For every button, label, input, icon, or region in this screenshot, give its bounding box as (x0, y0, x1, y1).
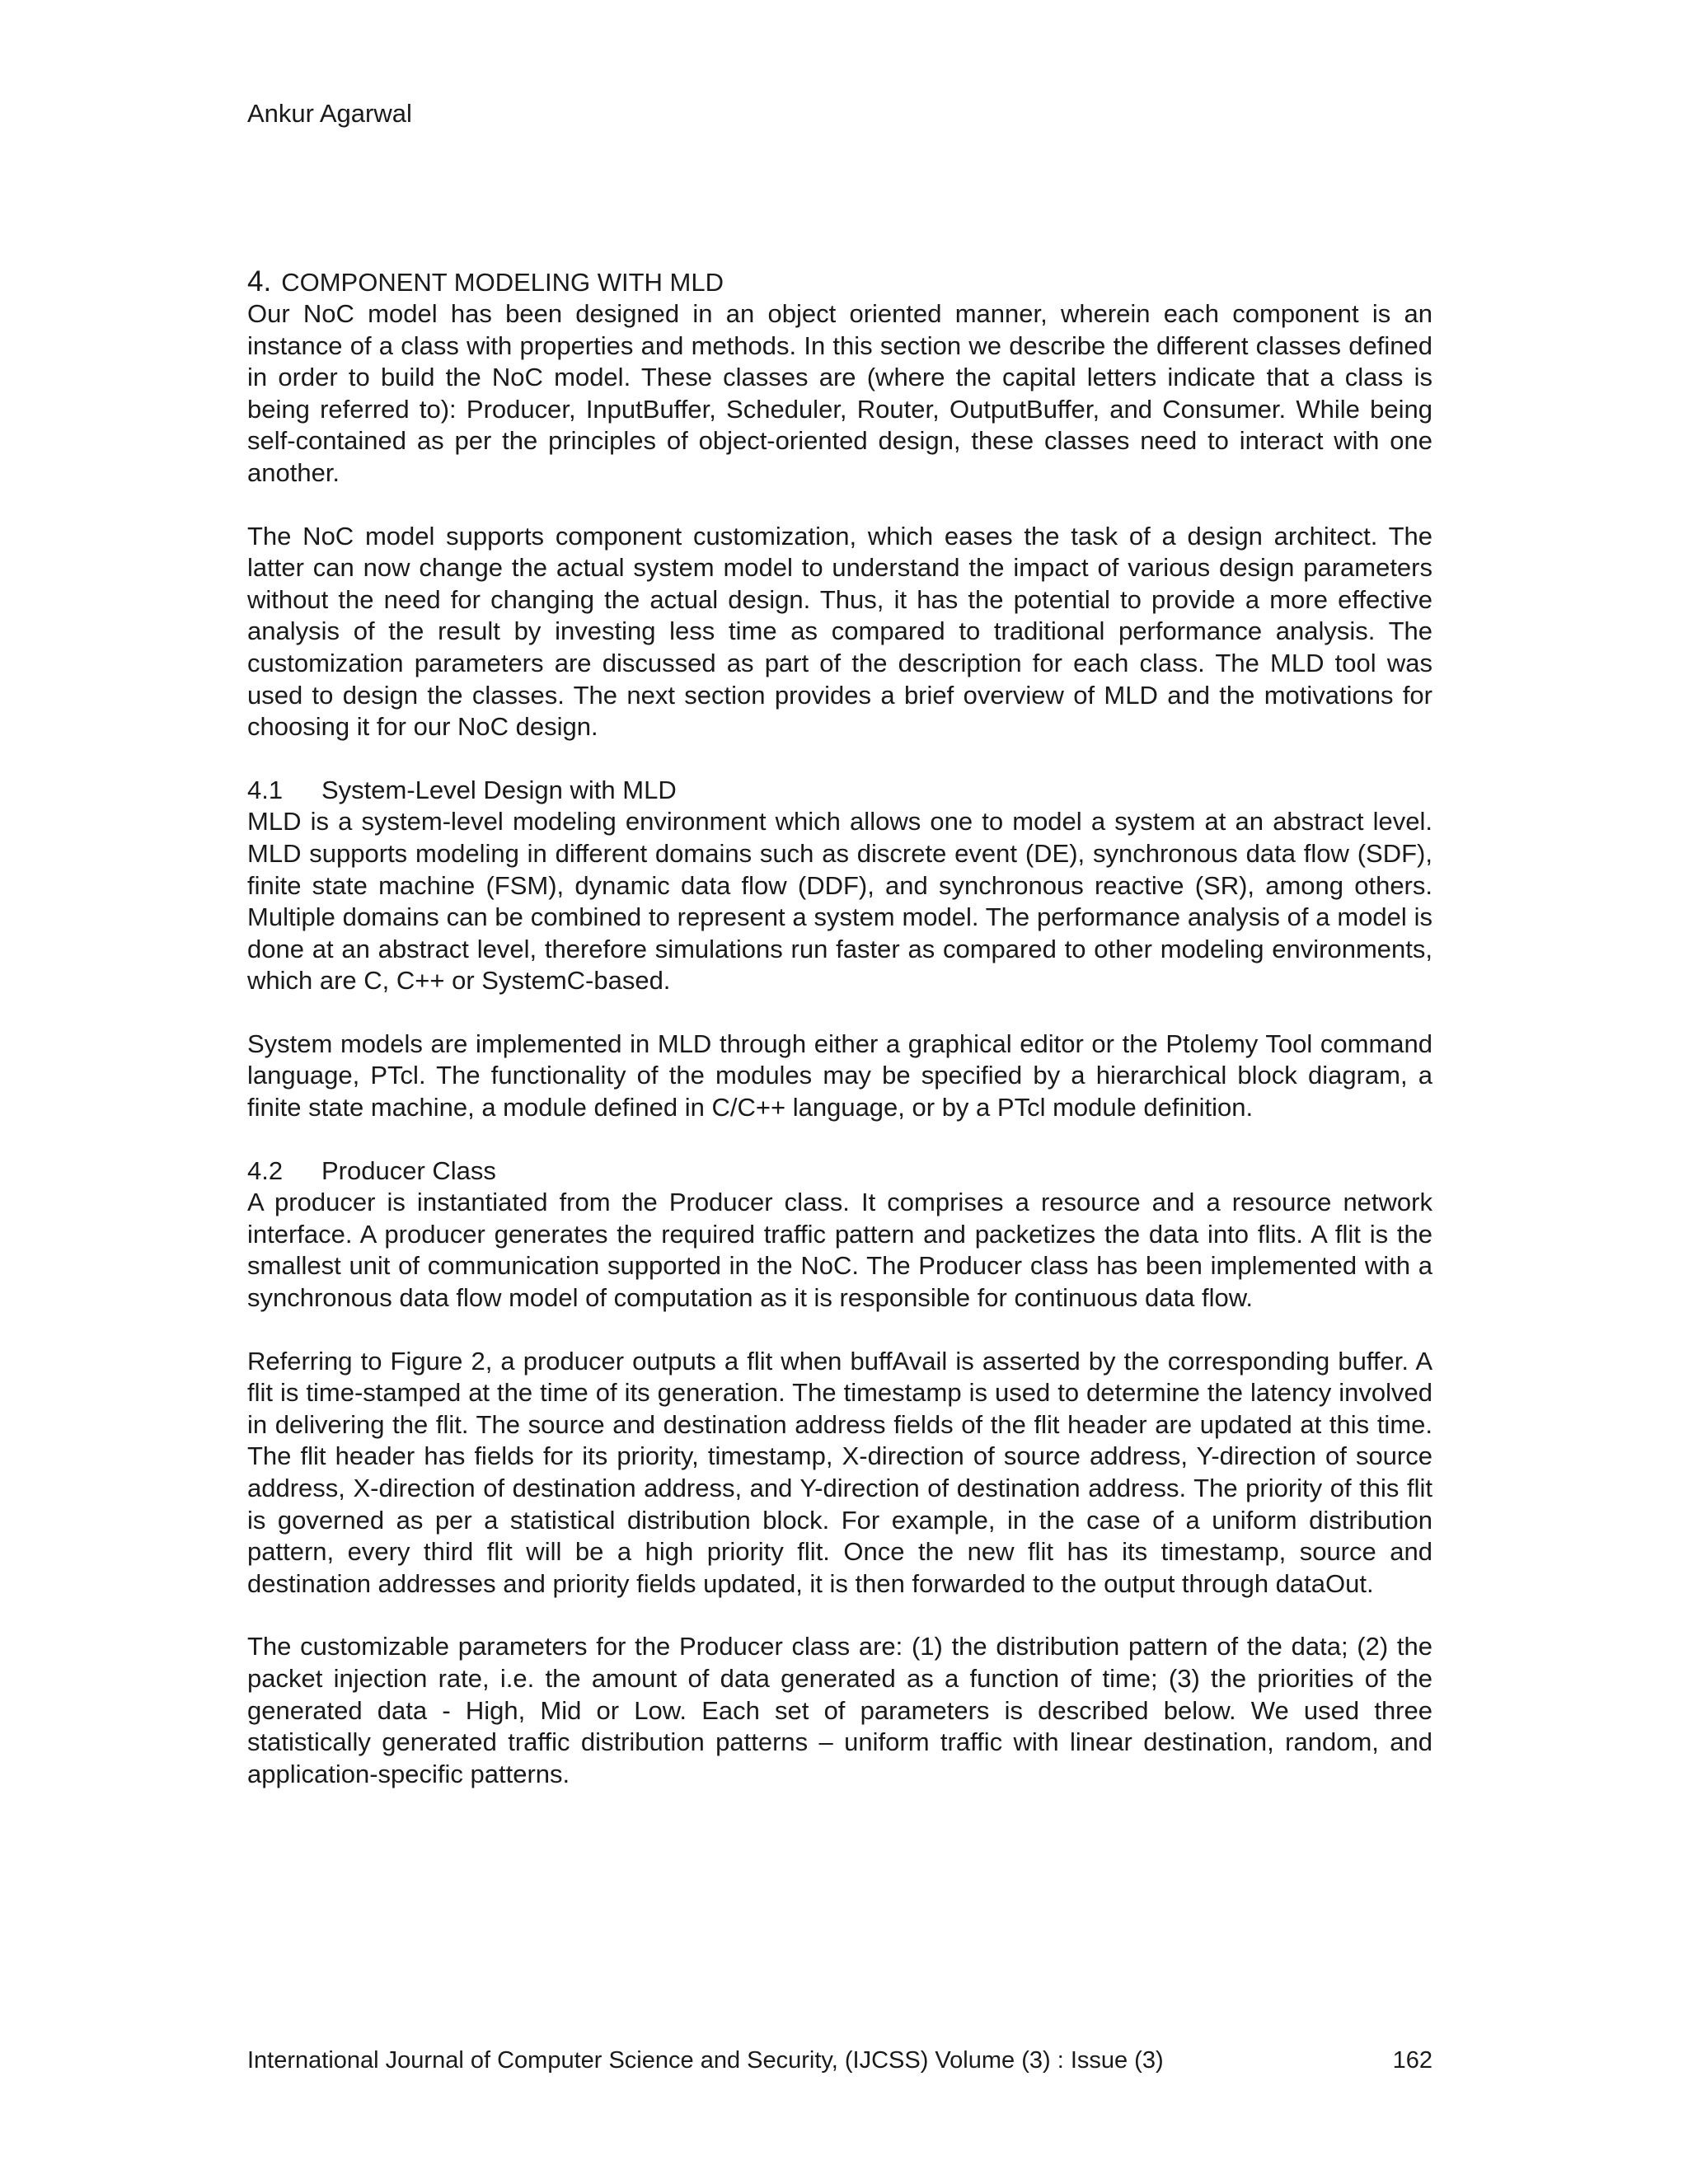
section-4-2-paragraph-2: Referring to Figure 2, a producer outputs a flit when buffAvail is asserted by the corresponding buffer. A flit is time-stamped at the time of its generation. The timestamp is used to determine the latency involved in delivering the flit. The source and destination address fields of the flit header are updated at this time. The flit header has fields for its priority, timestamp, X-direction of source address, Y-direction of source address, X-direction of destination address, and Y-direction of destination address. The priority of this flit is governed as per a statistical distribution block. For example, in the case of a uniform distribution pattern, every third flit will be a high priority flit. Once the new flit has its timestamp, source and destination addresses and priority fields updated, it is then forwarded to the output through dataOut. (247, 1346, 1432, 1598)
footer-page-number: 162 (1392, 2047, 1432, 2074)
section-4-1-paragraph-1: MLD is a system-level modeling environment which allows one to model a system at an abstract level. MLD supports modeling in different domains such as discrete event (DE), synchronous data flow (SDF), finite state machine (FSM), dynamic data flow (DDF), and synchronous reactive (SR), among others. Multiple domains can be combined to represent a system model. The performance analysis of a model is done at an abstract level, therefore simulations run faster as compared to other modeling environments, which are C, C++ or SystemC-based. (247, 807, 1432, 996)
section-4-number: 4. (247, 265, 272, 298)
section-4-2-paragraph-1: A producer is instantiated from the Producer class. It comprises a resource and a resource network interface. A producer generates the required traffic pattern and packetizes the data into flits. A flit is the smallest unit of communication supported in the NoC. The Producer class has been implemented with a synchronous data flow model of computation as it is responsible for continuous data flow. (247, 1188, 1432, 1313)
section-4-heading (247, 265, 1432, 298)
section-4-1-paragraph-2: System models are implemented in MLD through either a graphical editor or the Ptolemy Tool command language, PTcl. The functionality of the modules may be specified by a hierarchical block diagram, a finite state machine, a module defined in C/C++ language, or by a PTcl module definition. (247, 1029, 1432, 1122)
page-footer (247, 2045, 1432, 2076)
section-4-1-heading (247, 775, 1432, 807)
section-4-paragraph-2: The NoC model supports component customization, which eases the task of a design architect. The latter can now change the actual system model to understand the impact of various design parameters without the need for changing the actual design. Thus, it has the potential to provide a more effective analysis of the result by investing less time as compared to traditional performance analysis. The customization parameters are discussed as part of the description for each class. The MLD tool was used to design the classes. The next section provides a brief overview of MLD and the motivations for choosing it for our NoC design. (247, 521, 1432, 742)
section-4-1-number: 4.1 (247, 775, 284, 804)
section-4-title: COMPONENT MODELING WITH MLD (281, 268, 724, 297)
page-content (247, 265, 1432, 1790)
section-4-2-paragraph-3: The customizable parameters for the Producer class are: (1) the distribution pattern of the data; (2) the packet injection rate, i.e. the amount of data generated as a function of time; (3) the priorities of the generated data - High, Mid or Low. Each set of parameters is described below. We used three statistically generated traffic distribution patterns – uniform traffic with linear destination, random, and application-specific patterns. (247, 1632, 1432, 1788)
section-4-2-heading (247, 1155, 1432, 1188)
section-4-2-number: 4.2 (247, 1155, 284, 1185)
section-4-paragraph-1: Our NoC model has been designed in an object oriented manner, wherein each component is an instance of a class with properties and methods. In this section we describe the different classes defined in order to build the NoC model. These classes are (where the capital letters indicate that a class is being referred to): Producer, InputBuffer, Scheduler, Router, OutputBuffer, and Consumer. While being self-contained as per the principles of object-oriented design, these classes need to interact with one another. (247, 299, 1432, 487)
footer-journal-citation: International Journal of Computer Science and Security, (IJCSS) Volume (3) : Issue (3) (247, 2047, 1164, 2074)
running-header-author: Ankur Agarwal (247, 99, 412, 128)
section-4-1-title: System-Level Design with MLD (321, 775, 677, 804)
section-4-2-title: Producer Class (321, 1155, 496, 1185)
